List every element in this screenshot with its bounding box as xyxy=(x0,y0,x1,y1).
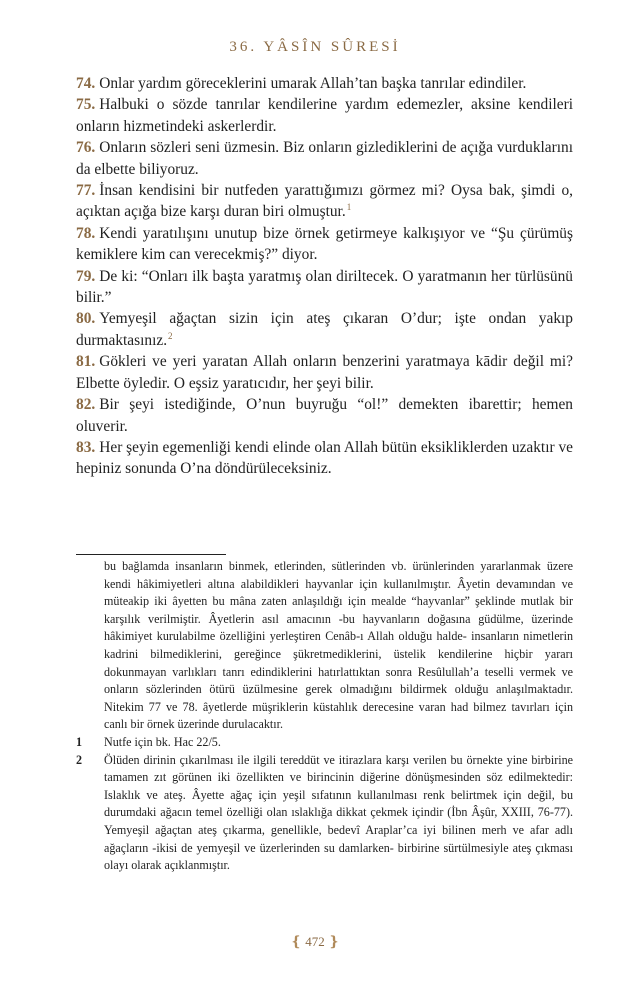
page-number xyxy=(0,934,630,951)
verse-number: 83. xyxy=(76,438,96,456)
verse-number: 79. xyxy=(76,267,96,285)
footnote-label: 1 xyxy=(76,734,83,749)
verse-74 xyxy=(76,73,573,94)
verse-76 xyxy=(76,137,573,180)
footnote-continued xyxy=(76,558,573,734)
verse-text: Onlar yardım göreceklerini umarak Allah’tan başka tanrılar edindiler. xyxy=(99,75,527,92)
verse-text: İnsan kendisini bir nutfeden yarattığımızı görmez mi? Oysa bak, şimdi o, açıktan açığa bize karşı duran biri olmuştur. xyxy=(76,182,573,221)
verse-text: Onların sözleri seni üzmesin. Biz onların gizlediklerini de açığa vurduklarını da elbette biliyoruz. xyxy=(76,139,573,178)
footnotes xyxy=(76,558,573,875)
footnote-label xyxy=(76,558,104,734)
verse-number: 75. xyxy=(76,96,96,114)
verse-number: 81. xyxy=(76,353,96,371)
verse-number: 82. xyxy=(76,396,96,414)
verse-number: 77. xyxy=(76,182,96,200)
footnote-label: 2 xyxy=(76,752,83,767)
verse-81 xyxy=(76,351,573,394)
ornament-left-icon: ❴ xyxy=(290,935,302,950)
verse-77 xyxy=(76,180,573,223)
footnote-text: Ölüden dirinin çıkarılması ile ilgili tereddüt ve itirazlara karşı verilen bu örnekte yine birbirine tamamen zıt görünen iki özellikten ve birincinin diğerine dönüşmesinden söz edilmektedir: Islaklık ve ateş. Âyette ağaç için yeşil sıfatının kullanılması renk belirtmek için değil, bu durumdaki ağacın temel özelliği olan ıslaklığa dikkat çekmek içindir (İbn Âşûr, XXIII, 76-77). Yemyeşil ağaçtan ateş çıkarma, genellikle, bedevî Araplar’ca iyi bilinen merh ve afar adlı ağaçların -ikisi de yemyeşil ve üzerlerinden su damlarken- birbirine sürtülmesiyle ateş çıkması olayı olarak açıklanmıştır. xyxy=(104,752,573,873)
verse-text: Bir şeyi istediğinde, O’nun buyruğu “ol!” demekten ibarettir; hemen oluverir. xyxy=(76,396,573,435)
verse-text: Gökleri ve yeri yaratan Allah onların benzerini yaratmaya kādir değil mi? Elbette öyledir. O eşsiz yaratıcıdır, her şeyi bilir. xyxy=(76,353,573,392)
verse-79 xyxy=(76,266,573,309)
verse-text: Halbuki o sözde tanrılar kendilerine yardım edemezler, aksine kendileri onların hizmetindeki askerlerdir. xyxy=(76,96,573,135)
verse-text: Yemyeşil ağaçtan sizin için ateş çıkaran O’dur; işte ondan yakıp durmaktasınız. xyxy=(76,310,573,349)
running-header: 36. YÂSÎN SÛRESİ xyxy=(229,39,401,55)
verse-number: 80. xyxy=(76,310,96,328)
verse-number: 78. xyxy=(76,224,96,242)
verse-text: De ki: “Onları ilk başta yaratmış olan diriltecek. O yaratmanın her türlüsünü bilir.” xyxy=(76,267,573,307)
footnote-divider xyxy=(76,554,226,555)
footnote-text: Nutfe için bk. Hac 22/5. xyxy=(104,734,221,749)
page-number-text: 472 xyxy=(305,934,325,949)
verse-list xyxy=(76,73,573,480)
verse-text: Her şeyin egemenliği kendi elinde olan Allah bütün eksikliklerden uzaktır ve hepiniz sonunda O’na döndürüleceksiniz. xyxy=(76,438,573,478)
verse-75 xyxy=(76,94,573,137)
verse-83 xyxy=(76,437,573,480)
verse-text: Kendi yaratılışını unutup bize örnek getirmeye kalkışıyor ve “Şu çürümüş kemiklere kim can verecekmiş?” diyor. xyxy=(76,224,573,264)
footnote-marker[interactable]: 1 xyxy=(346,202,352,213)
verse-number: 76. xyxy=(76,139,96,157)
footnote-2 xyxy=(76,752,573,875)
verse-80 xyxy=(76,308,573,351)
verse-number: 74. xyxy=(76,75,96,92)
verse-82 xyxy=(76,394,573,437)
footnote-text: bu bağlamda insanların binmek, etlerinden, sütlerinden vb. ürünlerinden yararlanmak üzere kendi hâkimiyetleri altına alabildikleri hayvanlar için kullanılmıştır. Âyetin devamından ve müteakip iki âyetten bu mâna zaten anlaşıldığı için mealde “hayvanlar” şeklinde mutlak bir karşılık verilmiştir. Âyetlerin asıl amacının -bu hayvanların doğasına güdülme, üzerinde hâkimiyet kurulabilme özelliğini yerleştiren Cenâb-ı Allah olduğu halde- insanların nimetlerin kadrini bilmediklerini, gereğince şükretmediklerini, üstelik kendilerine hiçbir yararı dokunmayan varlıkları tanrı edindiklerini hatırlattıktan sonra Resûlullah’a teselli vermek ve onların sözlerinden ötürü üzülmesine gerek olmadığını bildirmek olduğu anlaşılmaktadır. Nitekim 77 ve 78. âyetlerde müşriklerin küstahlık derecesine varan had bilmez tavırları için canlı bir örnek üzerinde durulacaktır. xyxy=(104,559,573,732)
verse-78 xyxy=(76,223,573,266)
footnote-1 xyxy=(76,734,573,752)
ornament-right-icon: ❵ xyxy=(328,935,340,950)
footnote-marker[interactable]: 2 xyxy=(168,330,173,341)
